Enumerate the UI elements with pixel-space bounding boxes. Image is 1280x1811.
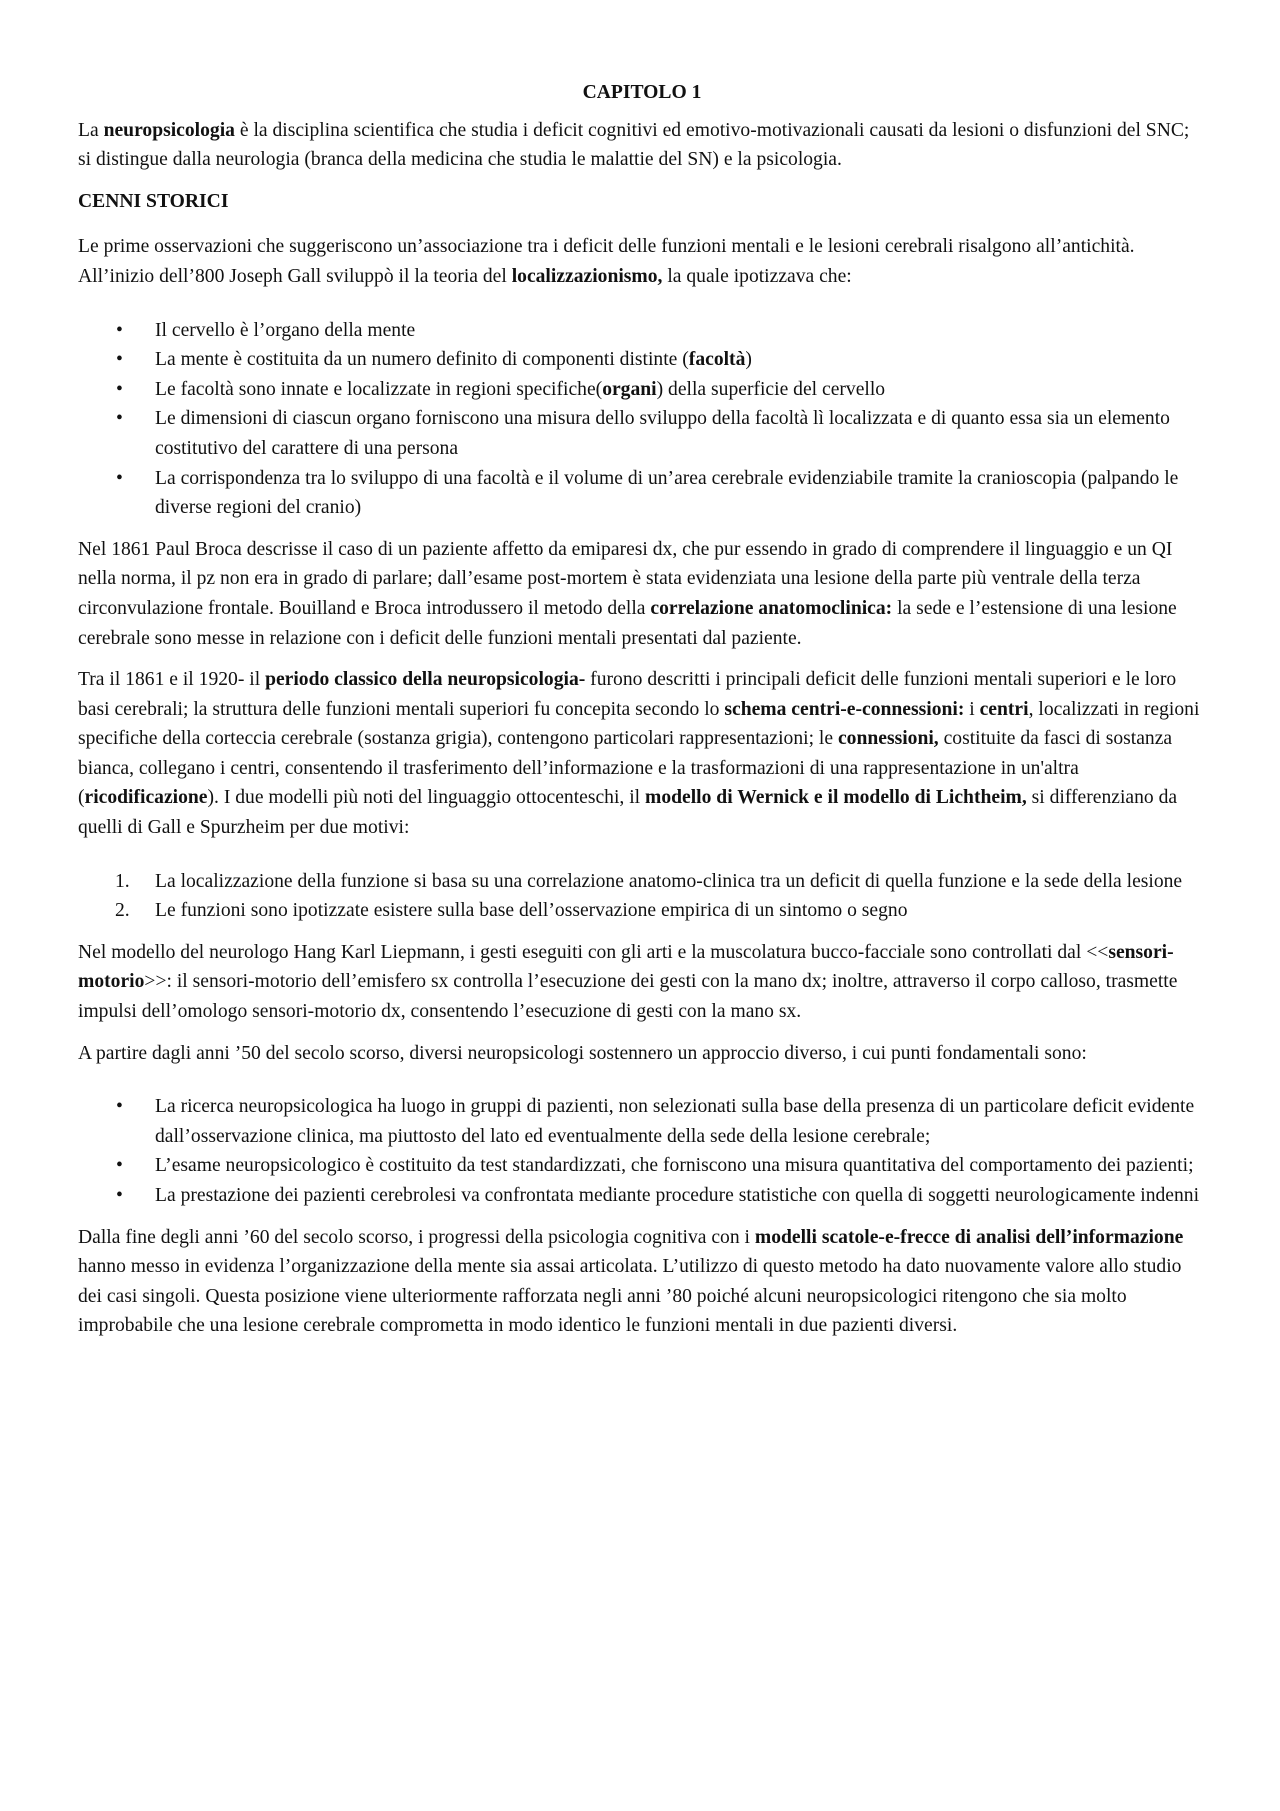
list-item-text [155,408,1170,459]
text-run: Nel 1861 Paul Broca descrisse il caso di un paziente affetto da emiparesi dx, che pur essendo in grado di comprendere il linguaggio e un QI nella norma, il pz non era in grado di parlare; dall’esame post-mortem è stata evidenziata una lesione della parte più ventrale della terza circonvulazione frontale. Bouilland e Broca introdussero il metodo della [78,538,1173,619]
text-run: A partire dagli anni ’50 del secolo scorso, diversi neuropsicologi sostennero un approccio diverso, i cui punti fondamentali sono: [78,1042,1087,1064]
paragraph-liepmann [78,938,1206,1027]
paragraph-classical-period [78,665,1206,843]
text-run: la quale ipotizzava che: [662,265,852,287]
list-item [78,404,1206,463]
numbered-item [78,896,1206,926]
bold-text: facoltà [688,349,746,371]
text-run: ) [745,349,752,371]
bold-text: modelli scatole-e-frecce di analisi dell’informazione [754,1226,1184,1248]
text-run: La corrispondenza tra lo sviluppo di una facoltà e il volume di un’area cerebrale evidenziabile tramite la cranioscopia (palpando le diverse regioni del cranio) [155,467,1179,519]
text-run: i [964,698,980,720]
list-item-text [155,900,908,921]
text-run: La ricerca neuropsicologica ha luogo in gruppi di pazienti, non selezionati sulla base della presenza di un particolare deficit evidente dall’osservazione clinica, ma piuttosto del lato ed eventualmente della sede della lesione cerebrale; [155,1096,1195,1147]
numbered-item [78,867,1206,897]
list-item-text [155,1096,1194,1147]
bold-text: sensori-motorio [78,941,1174,993]
text-run: si differenziano da quelli di Gall e Spurzheim per due motivi: [78,787,1178,839]
bold-text: organi [602,378,657,400]
bullet-icon: • [116,408,123,430]
bullet-icon: • [116,467,123,489]
list-item [78,345,1206,375]
text-run: la sede e l’estensione di una lesione cerebrale sono messe in relazione con i deficit delle funzioni mentali presentati dal paziente. [78,597,1177,649]
text-run: La prestazione dei pazienti cerebrolesi va confrontata mediante procedure statistiche con quella di soggetti neurologicamente indenni [155,1185,1200,1206]
bold-text: ricodificazione [84,787,208,809]
bold-text: correlazione anatomoclinica: [650,597,893,619]
chapter-title: CAPITOLO 1 [582,82,702,103]
item-number: 1. [115,870,130,892]
list-item-text [155,349,752,370]
text-run: La localizzazione della funzione si basa su una correlazione anatomo-clinica tra un deficit di quella funzione e la sede della lesione [155,870,1183,892]
list-item-text [155,468,1178,519]
bold-text: schema centri-e-connessioni: [724,698,965,720]
bold-text: centri [979,698,1029,720]
bullet-icon: • [116,319,123,341]
paragraph-gall-intro [78,232,1206,291]
approach-points-list [78,1080,1206,1210]
paragraph-definition [78,116,1206,175]
text-run: Le funzioni sono ipotizzate esistere sulla base dell’osservazione empirica di un sintomo o segno [155,900,908,922]
list-item [78,1092,1206,1151]
text-run: costituite da fasci di sostanza bianca, collegano i centri, consentendo il trasferimento dell’informazione e la trasformazioni di una rappresentazione in un'altra ( [78,728,1173,809]
text-run: Le facoltà sono innate e localizzate in regioni specifiche( [155,378,603,400]
bullet-icon: • [116,349,123,371]
bullet-icon: • [116,1096,123,1118]
bullet-icon: • [116,378,123,400]
list-item [78,375,1206,405]
models-differences-list [78,855,1206,926]
text-run: L’esame neuropsicologico è costituito da test standardizzati, che forniscono una misura quantitativa del comportamento dei pazienti; [155,1155,1194,1177]
list-item-text [155,1155,1194,1176]
paragraph-broca [78,535,1206,653]
paragraph-cognitive-models [78,1223,1206,1341]
bold-text: connessioni, [837,728,939,750]
text-run: Dalla fine degli anni ’60 del secolo scorso, i progressi della psicologia cognitiva con i [78,1226,755,1248]
bullet-icon: • [116,1185,123,1206]
list-item-text [155,379,885,400]
section-title: CENNI STORICI [78,190,229,212]
text-run: La [78,119,104,141]
gall-theory-list [78,304,1206,523]
text-run: La mente è costituita da un numero definito di componenti distinte ( [155,349,689,371]
list-item [78,316,1206,346]
text-run: è la disciplina scientifica che studia i deficit cognitivi ed emotivo-motivazionali causati da lesioni o disfunzioni del SNC; si distingue dalla neurologia (branca della medicina che studia le malattie del SN) e la psicologia. [78,119,1190,171]
text-run: Le dimensioni di ciascun organo forniscono una misura dello sviluppo della facoltà lì localizzata e di quanto essa sia un elemento costitutivo del carattere di una persona [155,408,1170,459]
bullet-icon: • [116,1155,123,1177]
list-item-text [155,1185,1199,1206]
bold-text: modello di Wernick e il modello di Lichtheim, [645,787,1027,809]
list-item [78,1181,1206,1211]
text-run: >>: il sensori-motorio dell’emisfero sx controlla l’esecuzione dei gesti con la mano dx; inoltre, attraverso il corpo calloso, trasmette impulsi dell’omologo sensori-motorio dx, consentendo l’esecuzione di gesti con la mano sx. [78,971,1178,1023]
text-run: Tra il 1861 e il 1920- il [78,669,266,691]
bold-text: periodo classico della neuropsicologia- [265,669,586,691]
list-item [78,1151,1206,1181]
paragraph-fifties-approach [78,1039,1206,1069]
list-item-text [155,871,1182,892]
list-item [78,464,1206,523]
text-run: Nel modello del neurologo Hang Karl Liepmann, i gesti eseguiti con gli arti e la muscolatura bucco-facciale sono controllati dal << [78,941,1109,963]
bold-text: localizzazionismo, [511,265,663,287]
text-run: hanno messo in evidenza l’organizzazione della mente sia assai articolata. L’utilizzo di questo metodo ha dato nuovamente valore allo studio dei casi singoli. Questa posizione viene ulteriormente rafforzata negli anni ’80 poiché alcuni neuropsicologici ritengono che sia molto improbabile che una lesione cerebrale comprometta in modo identico le funzioni mentali in due pazienti diversi. [78,1256,1182,1337]
list-item-text [155,320,415,341]
text-run: ) della superficie del cervello [656,378,886,400]
bold-text: neuropsicologia [103,119,235,141]
text-run: Il cervello è l’organo della mente [155,319,416,341]
text-run: furono descritti i principali deficit delle funzioni mentali superiori e le loro basi cerebrali; la struttura delle funzioni mentali superiori fu concepita secondo lo [78,669,1177,720]
text-run: , localizzati in regioni specifiche della corteccia cerebrale (sostanza grigia), contengono particolari rappresentazioni; le [78,698,1200,750]
text-run: Le prime osservazioni che suggeriscono un’associazione tra i deficit delle funzioni mentali e le lesioni cerebrali risalgono all’antichità. All’inizio dell’800 Joseph Gall sviluppò il la teoria del [78,236,1135,287]
item-number: 2. [115,900,130,922]
text-run: ). I due modelli più noti del linguaggio ottocenteschi, il [207,787,646,809]
